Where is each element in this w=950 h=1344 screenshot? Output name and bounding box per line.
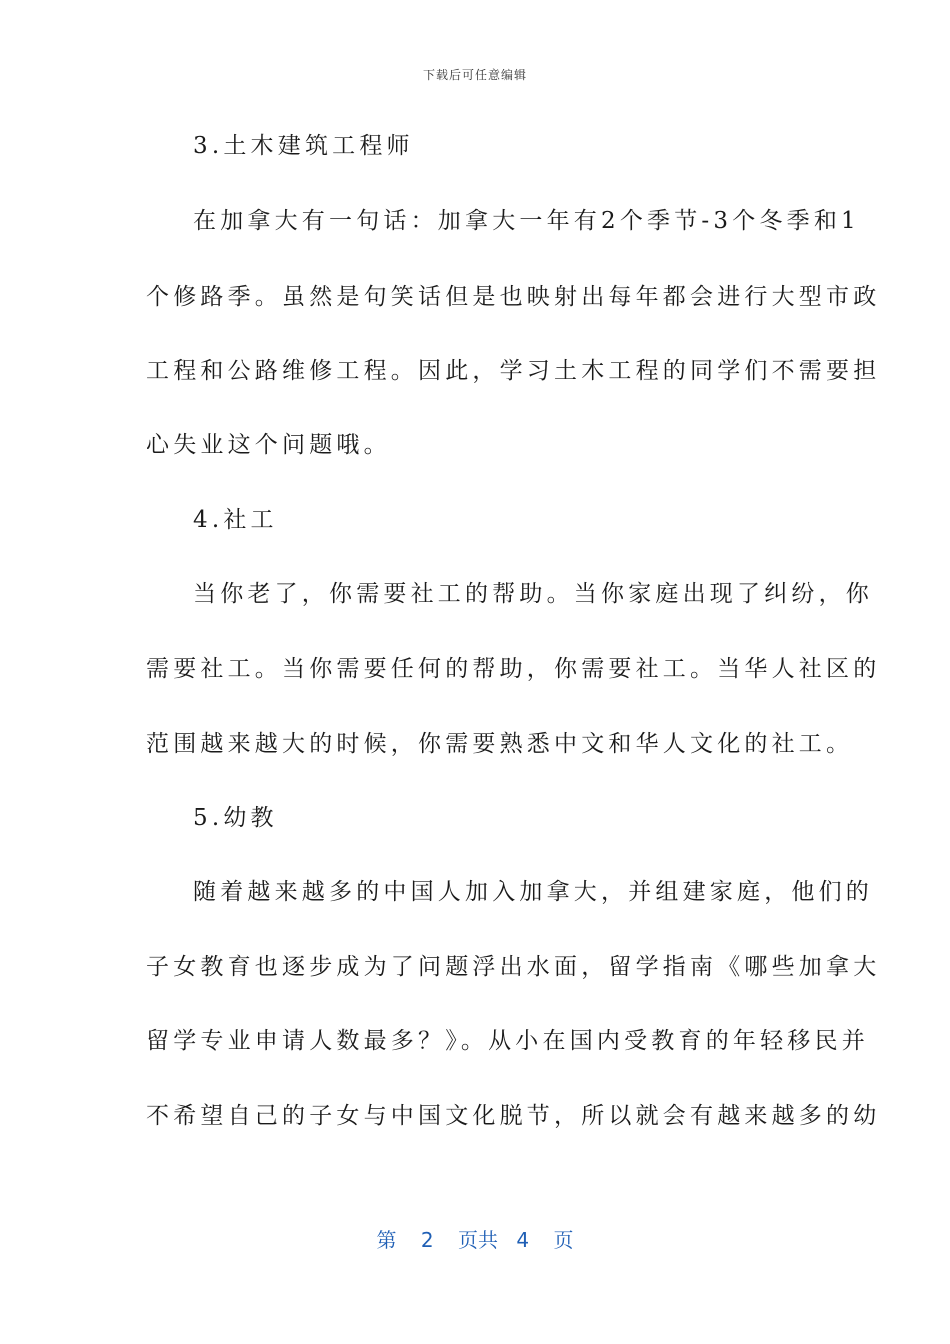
paragraph-line: 随着越来越多的中国人加入加拿大，并组建家庭，他们的 [193,879,873,905]
section-heading-civil-engineer: 3.土木建筑工程师 [193,133,414,159]
paragraph-line: 当你老了，你需要社工的帮助。当你家庭出现了纠纷，你 [193,581,873,607]
paragraph-line: 个修路季。虽然是句笑话但是也映射出每年都会进行大型市政 [146,284,881,310]
paragraph-line: 工程和公路维修工程。因此，学习土木工程的同学们不需要担 [146,358,881,384]
paragraph-line: 不希望自己的子女与中国文化脱节，所以就会有越来越多的幼 [146,1103,881,1129]
paragraph-line: 子女教育也逐步成为了问题浮出水面，留学指南《哪些加拿大 [146,954,881,980]
page-suffix: 页 [553,1228,574,1252]
page-number-footer [0,1224,950,1253]
page-middle: 页共 [458,1228,498,1252]
header-note: 下载后可任意编辑 [422,68,527,82]
page-current: 2 [420,1228,434,1252]
paragraph-line: 留学专业申请人数最多？》。从小在国内受教育的年轻移民并 [146,1028,869,1054]
paragraph-line: 在加拿大有一句话：加拿大一年有2个季节-3个冬季和1 [193,208,860,234]
section-heading-early-education: 5.幼教 [193,805,278,831]
section-heading-social-work: 4.社工 [193,507,278,533]
page-total: 4 [516,1228,530,1252]
paragraph-line: 心失业这个问题哦。 [146,432,391,458]
paragraph-line: 范围越来越大的时候，你需要熟悉中文和华人文化的社工。 [146,731,854,757]
paragraph-line: 需要社工。当你需要任何的帮助，你需要社工。当华人社区的 [146,656,881,682]
page-prefix: 第 [376,1228,397,1252]
